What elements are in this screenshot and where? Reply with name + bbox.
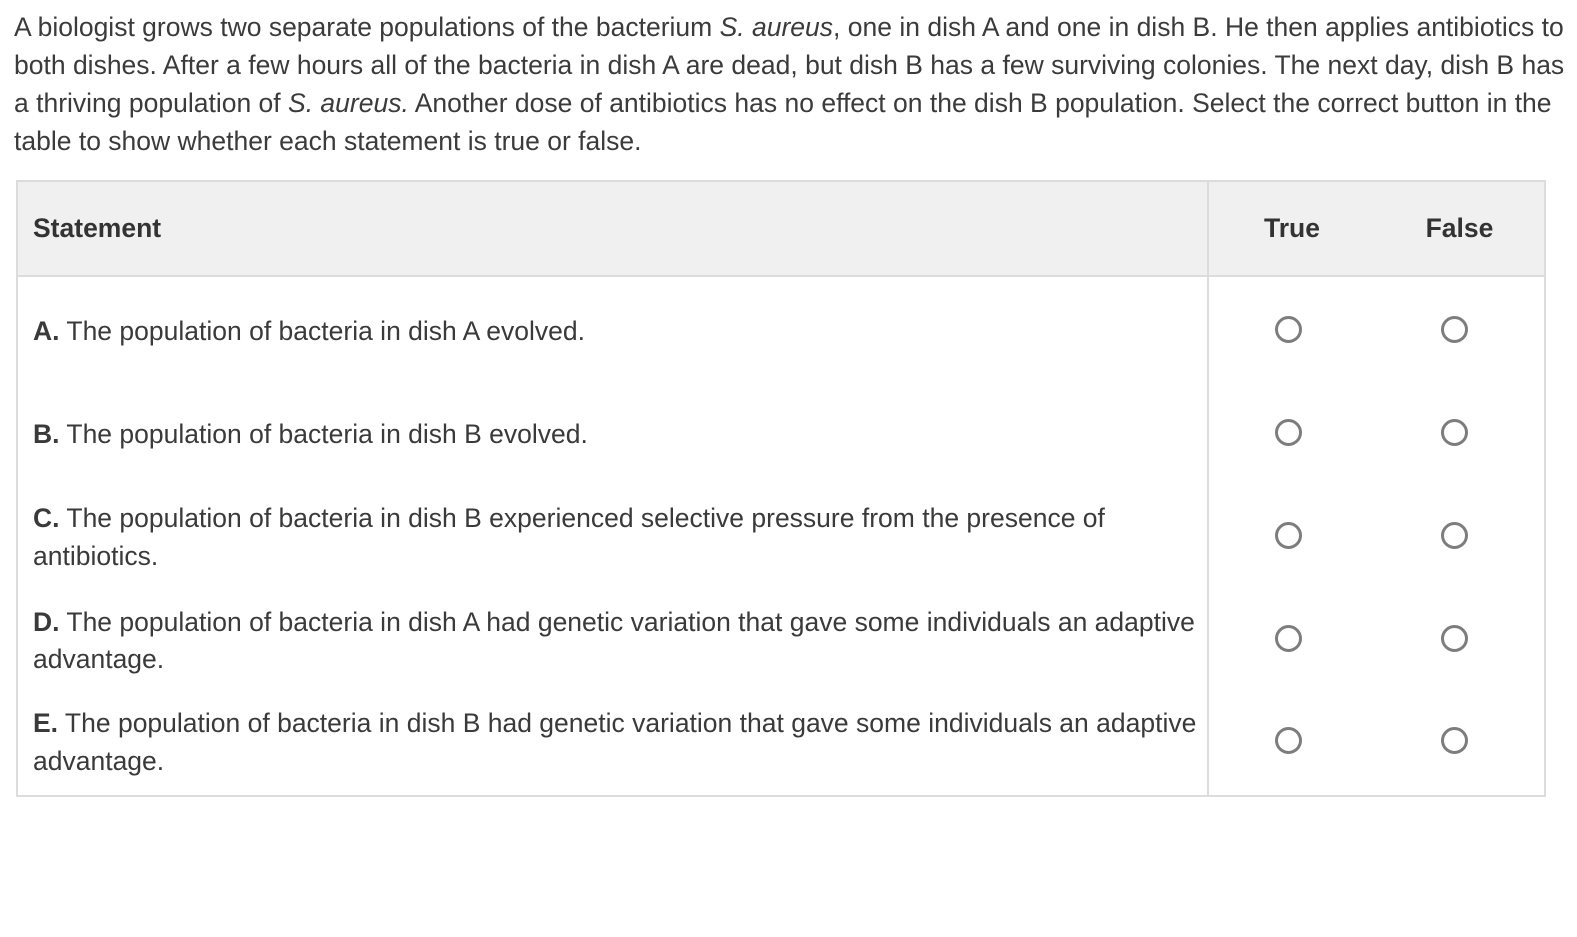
table-row	[17, 276, 1545, 386]
table-row	[17, 690, 1545, 796]
radio-false-c[interactable]	[1441, 522, 1468, 549]
false-option-cell	[1375, 386, 1545, 483]
statement-letter: C.	[33, 503, 60, 533]
true-false-table	[16, 180, 1546, 797]
true-column-header: True	[1208, 181, 1375, 276]
true-option-cell	[1208, 592, 1375, 690]
statement-letter: D.	[33, 606, 60, 637]
radio-true-e[interactable]	[1275, 727, 1302, 754]
radio-false-d[interactable]	[1441, 625, 1468, 652]
statement-cell	[17, 592, 1208, 690]
true-option-cell	[1208, 386, 1375, 483]
table-row	[17, 592, 1545, 690]
statement-text: The population of bacteria in dish B experienced selective pressure from the presence of antibiotics.	[33, 503, 1105, 571]
question-prompt	[14, 8, 1569, 160]
table-header-row	[17, 181, 1545, 276]
statement-cell	[17, 690, 1208, 796]
prompt-text-2: , one in dish A and one in dish B. He then applies antibiotics to both dishes. After a few hours all of the bacteria in dish A are dead, but dish B has a few surviving colonies. The next day, dish B has a thriving population of	[14, 12, 1565, 118]
statement-letter: E.	[33, 708, 59, 738]
statement-letter: B.	[33, 418, 60, 449]
table-row	[17, 483, 1545, 592]
false-option-cell	[1375, 276, 1545, 386]
radio-false-e[interactable]	[1441, 727, 1468, 754]
true-option-cell	[1208, 276, 1375, 386]
false-option-cell	[1375, 690, 1545, 796]
radio-true-c[interactable]	[1275, 522, 1302, 549]
statement-text: The population of bacteria in dish B had genetic variation that gave some individuals an adaptive advantage.	[33, 708, 1197, 776]
false-option-cell	[1375, 483, 1545, 592]
radio-true-d[interactable]	[1275, 625, 1302, 652]
species-name: S. aureus	[719, 12, 834, 42]
false-column-header: False	[1375, 181, 1545, 276]
prompt-text-3: Another dose of antibiotics has no effect on the dish B population. Select the correct button in the table to show whether each statement is true or false.	[14, 88, 1552, 156]
statement-text: The population of bacteria in dish B evolved.	[59, 418, 588, 449]
statement-text: The population of bacteria in dish A evolved.	[59, 315, 585, 346]
prompt-text-1: A biologist grows two separate populations of the bacterium	[14, 12, 720, 42]
radio-true-a[interactable]	[1275, 316, 1302, 343]
statement-letter: A.	[33, 315, 60, 346]
statement-text: The population of bacteria in dish A had genetic variation that gave some individuals an adaptive advantage.	[33, 606, 1195, 674]
radio-true-b[interactable]	[1275, 419, 1302, 446]
statement-cell	[17, 276, 1208, 386]
radio-false-b[interactable]	[1441, 419, 1468, 446]
radio-false-a[interactable]	[1441, 316, 1468, 343]
statement-cell	[17, 483, 1208, 592]
true-option-cell	[1208, 483, 1375, 592]
false-option-cell	[1375, 592, 1545, 690]
statement-column-header: Statement	[17, 181, 1208, 276]
table-row	[17, 386, 1545, 483]
true-option-cell	[1208, 690, 1375, 796]
species-name: S. aureus.	[288, 88, 409, 118]
statement-cell	[17, 386, 1208, 483]
